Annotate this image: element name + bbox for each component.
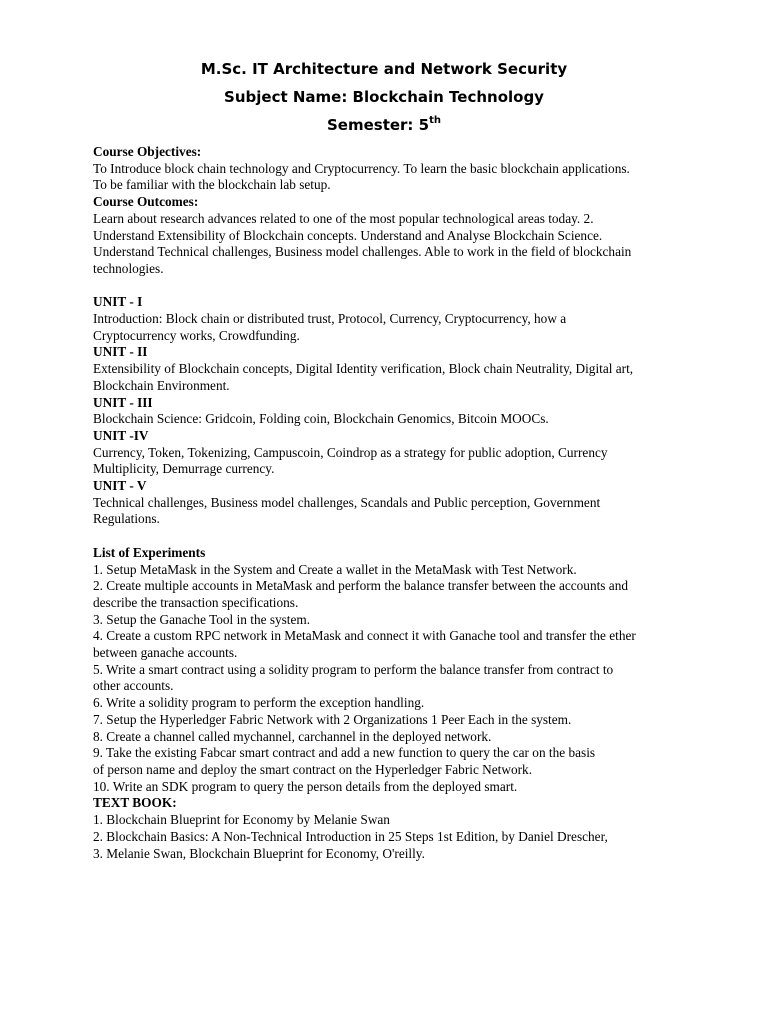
course-outcomes-line: Learn about research advances related to one of the most popular technological areas today. 2.: [93, 210, 594, 226]
experiment-line: 6. Write a solidity program to perform the exception handling.: [93, 695, 425, 711]
unit-3-line: Blockchain Science: Gridcoin, Folding coin, Blockchain Genomics, Bitcoin MOOCs.: [93, 411, 549, 427]
semester-superscript: th: [429, 115, 441, 126]
textbook-line: 3. Melanie Swan, Blockchain Blueprint for Economy, O'reilly.: [93, 845, 425, 861]
unit-1-line: Introduction: Block chain or distributed trust, Protocol, Currency, Cryptocurrency, how a: [93, 311, 567, 327]
experiment-line: 1. Setup MetaMask in the System and Create a wallet in the MetaMask with Test Network.: [93, 561, 577, 577]
unit-1-line: Cryptocurrency works, Crowdfunding.: [93, 327, 300, 343]
experiment-line: other accounts.: [93, 678, 174, 694]
course-objectives-line: To be familiar with the blockchain lab setup.: [93, 177, 331, 193]
unit-3-heading: UNIT - III: [93, 394, 153, 410]
unit-4-heading: UNIT -IV: [93, 427, 149, 443]
experiment-line: of person name and deploy the smart contract on the Hyperledger Fabric Network.: [93, 761, 533, 777]
experiment-line: 10. Write an SDK program to query the person details from the deployed smart.: [93, 778, 518, 794]
unit-1-heading: UNIT - I: [93, 294, 143, 310]
unit-5-line: Technical challenges, Business model challenges, Scandals and Public perception, Government: [93, 494, 601, 510]
textbook-heading: TEXT BOOK:: [93, 795, 177, 811]
experiment-line: 3. Setup the Ganache Tool in the system.: [93, 611, 311, 627]
subject-title: Subject Name: Blockchain Technology: [224, 88, 544, 106]
experiment-line: 4. Create a custom RPC network in MetaMask and connect it with Ganache tool and transfer the ether: [93, 628, 636, 644]
unit-4-line: Multiplicity, Demurrage currency.: [93, 461, 275, 477]
unit-2-line: Blockchain Environment.: [93, 377, 230, 393]
experiment-line: 2. Create multiple accounts in MetaMask and perform the balance transfer between the accounts and: [93, 578, 628, 594]
semester-label: Semester: 5: [326, 116, 430, 134]
unit-2-line: Extensibility of Blockchain concepts, Digital Identity verification, Block chain Neutrality, Digital art,: [93, 361, 634, 377]
experiments-heading: List of Experiments: [93, 544, 206, 560]
spacer: [93, 278, 683, 295]
course-objectives-line: To Introduce block chain technology and Cryptocurrency. To learn the basic blockchain applications.: [93, 160, 630, 176]
unit-2-heading: UNIT - II: [93, 344, 148, 360]
course-outcomes-heading: Course Outcomes:: [93, 194, 199, 210]
experiment-line: 5. Write a smart contract using a solidity program to perform the balance transfer from contract to: [93, 661, 614, 677]
course-outcomes-line: technologies.: [93, 260, 164, 276]
course-objectives-heading: Course Objectives:: [93, 144, 202, 159]
experiment-line: describe the transaction specifications.: [93, 594, 299, 610]
unit-4-line: Currency, Token, Tokenizing, Campuscoin, Coindrop as a strategy for public adoption, Currency: [93, 444, 608, 460]
course-outcomes-line: Understand Technical challenges, Business model challenges. Able to work in the field of blockchain: [93, 244, 632, 260]
experiment-line: 7. Setup the Hyperledger Fabric Network with 2 Organizations 1 Peer Each in the system.: [93, 711, 572, 727]
textbook-line: 1. Blockchain Blueprint for Economy by Melanie Swan: [93, 812, 390, 828]
course-outcomes-line: Understand Extensibility of Blockchain concepts. Understand and Analyse Blockchain Science.: [93, 227, 603, 243]
program-title: M.Sc. IT Architecture and Network Security: [200, 60, 568, 78]
experiment-line: 8. Create a channel called mychannel, carchannel in the deployed network.: [93, 728, 492, 744]
unit-5-line: Regulations.: [93, 511, 160, 527]
unit-5-heading: UNIT - V: [93, 478, 147, 494]
experiment-line: between ganache accounts.: [93, 645, 238, 661]
document-body: [93, 144, 683, 862]
spacer: [93, 528, 683, 545]
experiment-line: 9. Take the existing Fabcar smart contract and add a new function to query the car on the basis: [93, 745, 596, 761]
textbook-line: 2. Blockchain Basics: A Non-Technical Introduction in 25 Steps 1st Edition, by Daniel Drescher,: [93, 828, 608, 844]
semester-title: [0, 116, 768, 134]
